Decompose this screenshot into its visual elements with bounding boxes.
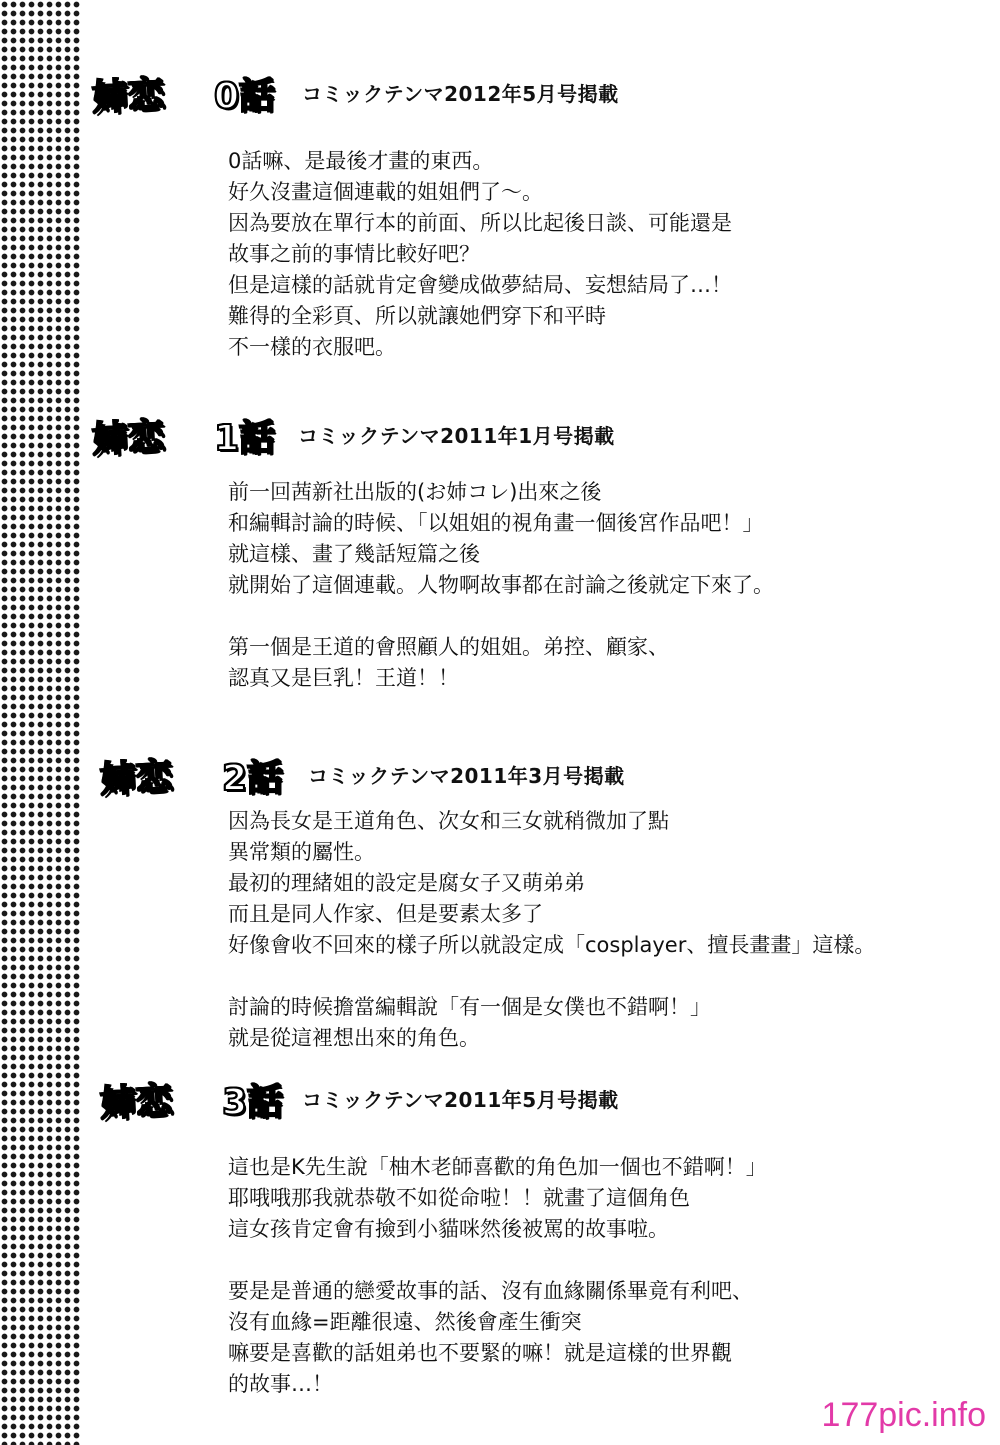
body-line: 好久沒畫這個連載的姐姐們了～。	[228, 180, 543, 204]
section-2-chapter: 2話	[222, 758, 284, 799]
section-1-body	[228, 477, 968, 694]
body-line: 因為長女是王道角色、次女和三女就稍微加了點	[228, 809, 669, 833]
body-line: 耶哦哦那我就恭敬不如從命啦！！就畫了這個角色	[228, 1186, 690, 1210]
body-line: 異常類的屬性。	[228, 840, 375, 864]
section-0-chapter: 0話	[214, 76, 276, 117]
body-line: 前一回茜新社出版的(お姉コレ)出來之後	[228, 480, 602, 504]
body-line: 因為要放在單行本的前面、所以比起後日談、可能還是	[228, 211, 732, 235]
section-1-logo: 姉恋	[91, 416, 166, 461]
body-line: 但是這樣的話就肯定會變成做夢結局、妄想結局了…！	[228, 273, 732, 297]
body-line: 和編輯討論的時候、「以姐姐的視角畫一個後宮作品吧！」	[228, 511, 764, 535]
section-0-heading	[0, 68, 1000, 118]
body-line: 就這樣、畫了幾話短篇之後	[228, 542, 480, 566]
section-0-logo: 姉恋	[91, 74, 166, 119]
body-line: 的故事…！	[228, 1372, 333, 1396]
section-1-publication: コミックテンマ2011年1月号掲載	[298, 424, 615, 448]
section-3-heading	[0, 1074, 1000, 1124]
section-0-publication: コミックテンマ2012年5月号掲載	[302, 82, 619, 106]
section-3-logo: 姉恋	[99, 1080, 174, 1125]
section-2-body	[228, 806, 968, 1054]
section-2-logo: 姉恋	[99, 756, 174, 801]
body-line: 0話嘛、是最後才畫的東西。	[228, 149, 494, 173]
body-line: 就開始了這個連載。人物啊故事都在討論之後就定下來了。	[228, 573, 774, 597]
halftone-dot-border	[0, 0, 82, 1445]
body-line: 不一樣的衣服吧。	[228, 335, 396, 359]
body-line: 認真又是巨乳！王道！！	[228, 666, 459, 690]
section-2-heading	[0, 750, 1000, 800]
body-line: 最初的理緒姐的設定是腐女子又萌弟弟	[228, 871, 585, 895]
body-line: 就是從這裡想出來的角色。	[228, 1026, 480, 1050]
body-line: 要是是普通的戀愛故事的話、沒有血緣關係畢竟有利吧、	[228, 1279, 753, 1303]
section-2-publication: コミックテンマ2011年3月号掲載	[308, 764, 625, 788]
body-line: 這也是K先生說「柚木老師喜歡的角色加一個也不錯啊！」	[228, 1155, 767, 1179]
site-watermark: 177pic.info	[821, 1396, 986, 1434]
section-1-chapter: 1話	[214, 418, 276, 459]
section-3-publication: コミックテンマ2011年5月号掲載	[302, 1088, 619, 1112]
body-line: 討論的時候擔當編輯說「有一個是女僕也不錯啊！」	[228, 995, 711, 1019]
body-line: 好像會收不回來的樣子所以就設定成「cosplayer、擅長畫畫」這樣。	[228, 933, 876, 957]
section-0-body	[228, 146, 968, 363]
body-line: 故事之前的事情比較好吧？	[228, 242, 480, 266]
body-line: 嘛要是喜歡的話姐弟也不要緊的嘛！就是這樣的世界觀	[228, 1341, 732, 1365]
section-3-body	[228, 1152, 968, 1400]
body-line: 難得的全彩頁、所以就讓她們穿下和平時	[228, 304, 606, 328]
section-1-heading	[0, 410, 1000, 460]
body-line: 而且是同人作家、但是要素太多了	[228, 902, 543, 926]
body-line: 第一個是王道的會照顧人的姐姐。弟控、顧家、	[228, 635, 669, 659]
section-3-chapter: 3話	[222, 1082, 284, 1123]
body-line: 這女孩肯定會有撿到小貓咪然後被罵的故事啦。	[228, 1217, 669, 1241]
body-line: 沒有血緣=距離很遠、然後會產生衝突	[228, 1310, 582, 1334]
